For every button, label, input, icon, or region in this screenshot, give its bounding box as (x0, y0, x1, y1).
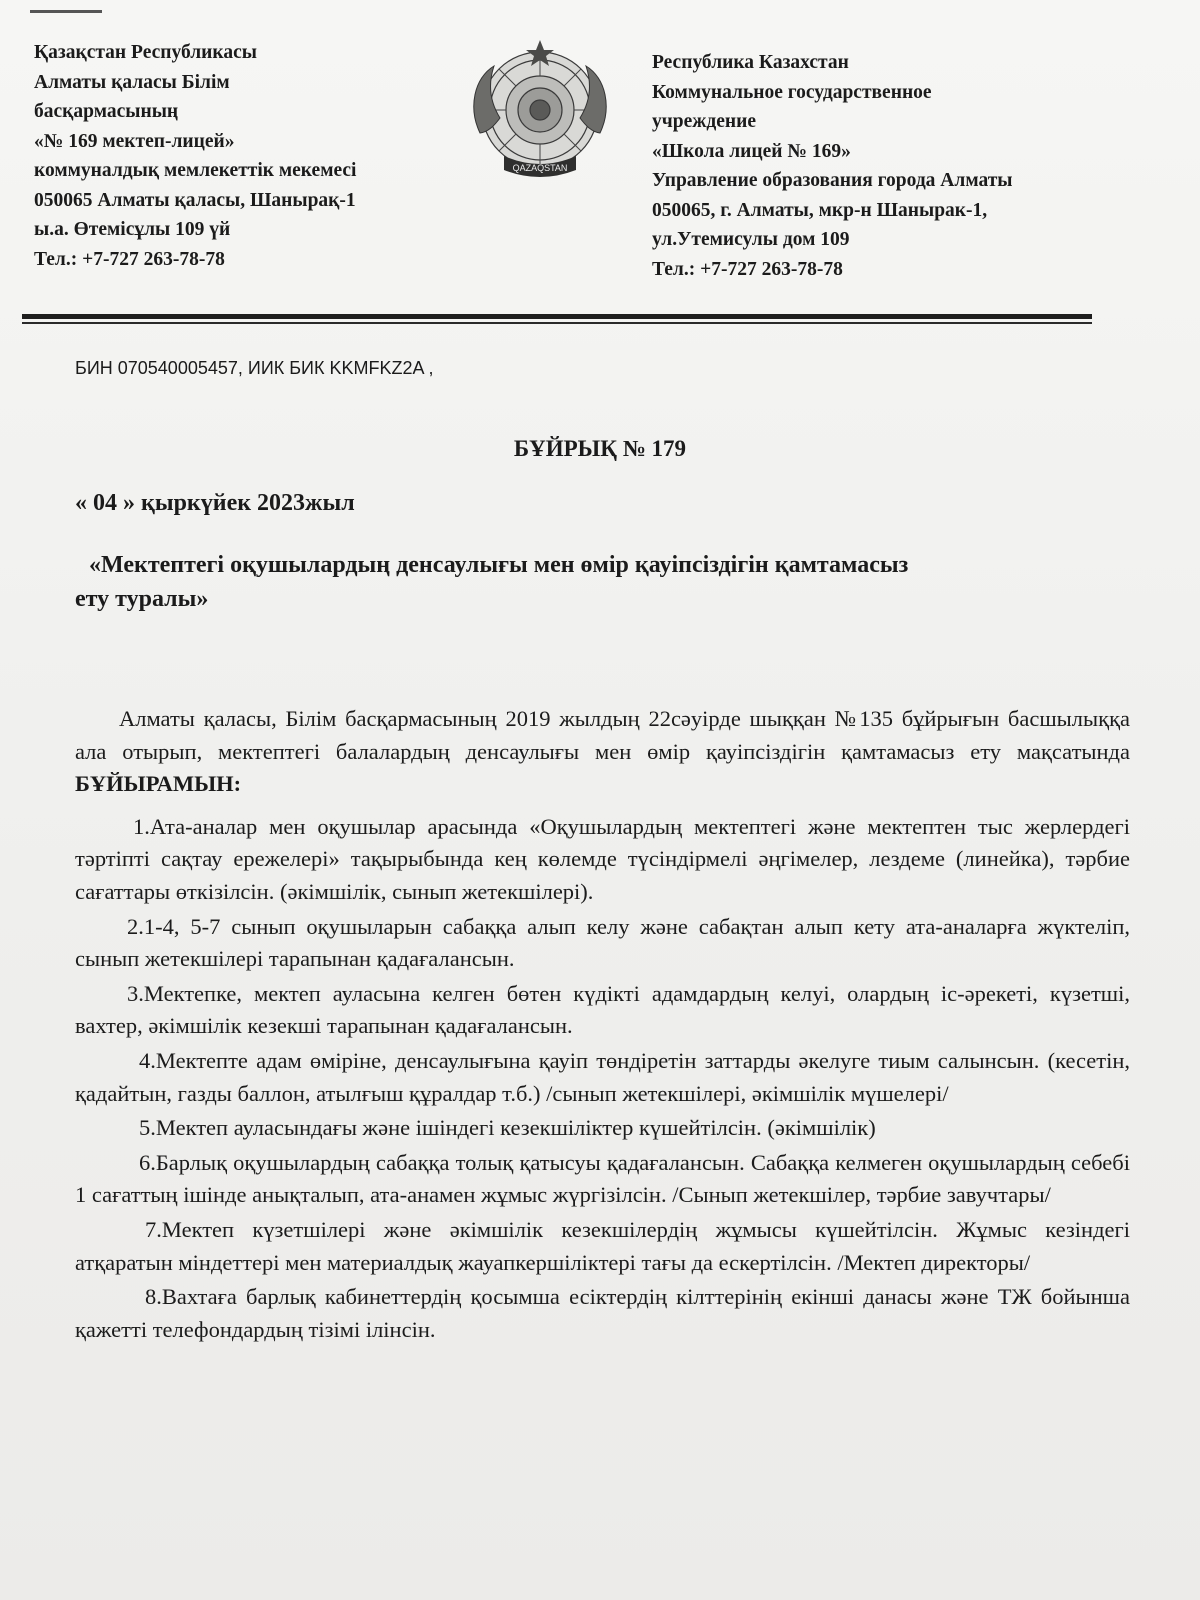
bin-line: БИН 070540005457, ИИК БИК KKMFKZ2A , (75, 358, 434, 378)
order-subject-line: ету туралы» (75, 586, 209, 612)
header-left-line: ы.а. Өтемісұлы 109 үй (34, 219, 231, 240)
header-right-line: учреждение (652, 111, 757, 132)
order-body (75, 703, 1130, 1348)
header-right-line: 050065, г. Алматы, мкр-н Шанырак-1, (652, 199, 988, 221)
corner-mark (30, 10, 102, 13)
header-divider-thick (22, 314, 1092, 319)
order-item: 2.1-4, 5-7 сынып оқушыларын сабаққа алып келу және сабақтан алып кету ата-аналарға жүктеліп, сынып жетекшілері тарапынан қадағалансын. (75, 913, 1130, 972)
order-date: « 04 » қыркүйек 2023жыл (75, 490, 355, 516)
header-left-line: Алматы қаласы Білім (34, 71, 230, 93)
order-item: 4.Мектепте адам өміріне, денсаулығына қауіп төндіретін заттарды әкелуге тиым салынсын. (кесетін, қадайтын, газды баллон, атылғыш құралдар т.б.) /сынып жетекшілері, әкімшілік мүшелері/ (75, 1047, 1130, 1106)
order-item: 5.Мектеп ауласындағы және ішіндегі кезекшіліктер күшейтілсін. (әкімшілік) (139, 1115, 876, 1141)
order-subject-line: «Мектептегі оқушылардың денсаулығы мен өмір қауіпсіздігін қамтамасыз (89, 552, 909, 578)
order-subject (75, 548, 1105, 616)
header-divider-thin (22, 322, 1092, 324)
header-right-line: ул.Утемисулы дом 109 (652, 229, 850, 250)
header-right-line: Тел.: +7-727 263-78-78 (652, 258, 843, 280)
order-item: 3.Мектепке, мектеп ауласына келген бөтен күдікті адамдардың келуі, олардың іс-әрекеті, күзетші, вахтер, әкімшілік кезекші тарапынан қадағалансын. (75, 980, 1130, 1039)
order-item: 7.Мектеп күзетшілері және әкімшілік кезекшілердің жұмысы күшейтілсін. Жұмыс кезіндегі атқаратын міндеттері мен материалдық жауапкершіліктері тағы да ескертілсін. /Мектеп директоры/ (75, 1216, 1130, 1275)
order-item: 8.Вахтаға барлық кабинеттердің қосымша есіктердің кілттерінің екінші данасы және ТЖ бойынша қажетті телефондардың тізімі ілінсін. (75, 1284, 1130, 1342)
header-left-line: Қазақстан Республикасы (34, 42, 257, 63)
header-right-line: Управление образования города Алматы (652, 170, 1013, 191)
header-left-line: Тел.: +7-727 263-78-78 (34, 248, 225, 270)
header-left-kazakh (34, 38, 454, 274)
order-title: БҰЙРЫҚ № 179 (513, 436, 687, 461)
header-right-russian (652, 48, 1172, 284)
state-emblem-icon (460, 38, 620, 188)
order-item: 6.Барлық оқушылардың сабаққа толық қатысуы қадағалансын. Сабаққа келмеген оқушылардың себебі 1 сағаттың ішінде анықталып, ата-анамен жұмыс жүргізілсін. /Сынып жетекшілер, тәрбие завучтары/ (75, 1149, 1130, 1208)
header-right-line: Коммунальное государственное (652, 81, 932, 103)
header-right-line: «Школа лицей № 169» (652, 140, 851, 162)
header-right-line: Республика Казахстан (652, 52, 849, 73)
header-left-line: «№ 169 мектеп-лицей» (34, 130, 235, 152)
header-left-line: 050065 Алматы қаласы, Шанырақ-1 (34, 189, 356, 211)
intro-text: Алматы қаласы, Білім басқармасының 2019 жылдың 22сәуірде шыққан №135 бұйрығын басшылыққа ала отырып, мектептегі балалардың денсаулығы мен өмір қауіпсіздігін қамтамасыз ету мақсатында (75, 706, 1130, 764)
emblem-ribbon-text: QAZAQSTAN (512, 163, 568, 173)
order-item: 1.Ата-аналар мен оқушылар арасында «Оқушылардың мектептегі және мектептен тыс жерлердегі тәртіпті сақтау ережелері» тақырыбында кең көлемде түсіндірмелі әңгімелер, лездеме (линейка), тәрбие сағаттары өткізілсін. (әкімшілік, сынып жетекшілері). (75, 813, 1130, 904)
intro-paragraph (75, 703, 1130, 801)
intro-bold-command: БҰЙЫРАМЫН: (75, 771, 242, 797)
header-left-line: басқармасының (34, 101, 179, 122)
header-left-line: коммуналдық мемлекеттік мекемесі (34, 160, 357, 181)
